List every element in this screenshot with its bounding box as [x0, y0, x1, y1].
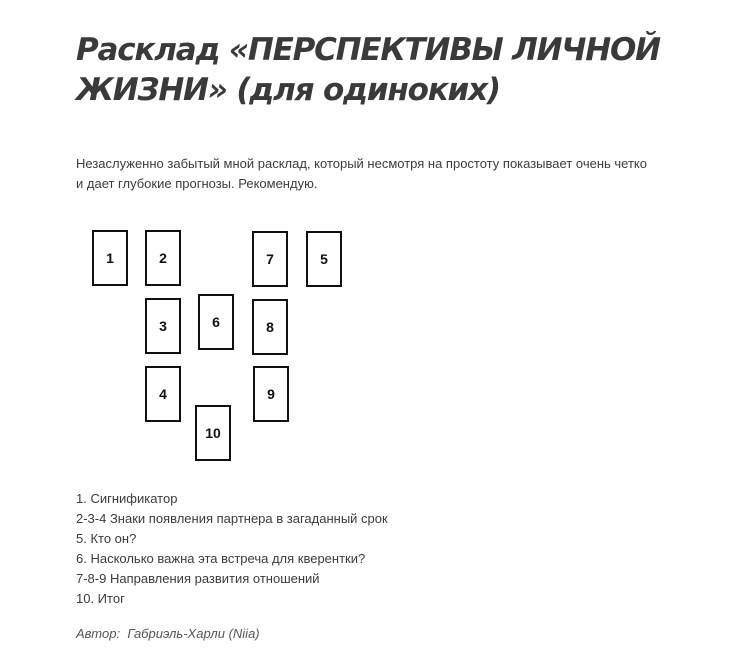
author-name: Габриэль-Харли (Niia) — [127, 626, 260, 641]
author-line — [76, 626, 260, 641]
author-label: Автор: — [76, 626, 121, 641]
legend-item: 5. Кто он? — [76, 531, 137, 546]
legend-item: 7-8-9 Направления развития отношений — [76, 571, 320, 586]
legend-item: 2-3-4 Знаки появления партнера в загаданный срок — [76, 511, 388, 526]
legend-item: 6. Насколько важна эта встреча для кверентки? — [76, 551, 366, 566]
legend-item: 1. Сигнификатор — [76, 491, 178, 506]
card-1: 1 — [92, 230, 128, 286]
card-2: 2 — [145, 230, 181, 286]
card-3: 3 — [145, 298, 181, 354]
card-7: 7 — [252, 231, 288, 287]
card-9: 9 — [253, 366, 289, 422]
page-title: Расклад «ПЕРСПЕКТИВЫ ЛИЧНОЙ ЖИЗНИ» (для одиноких) — [76, 32, 660, 108]
legend-item: 10. Итог — [76, 591, 125, 606]
card-6: 6 — [198, 294, 234, 350]
intro-paragraph: Незаслуженно забытый мной расклад, который несмотря на простоту показывает очень четко и дает глубокие прогнозы. Рекомендую. — [76, 156, 647, 191]
card-5: 5 — [306, 231, 342, 287]
card-10: 10 — [195, 405, 231, 461]
card-8: 8 — [252, 299, 288, 355]
card-4: 4 — [145, 366, 181, 422]
position-legend — [76, 489, 388, 609]
